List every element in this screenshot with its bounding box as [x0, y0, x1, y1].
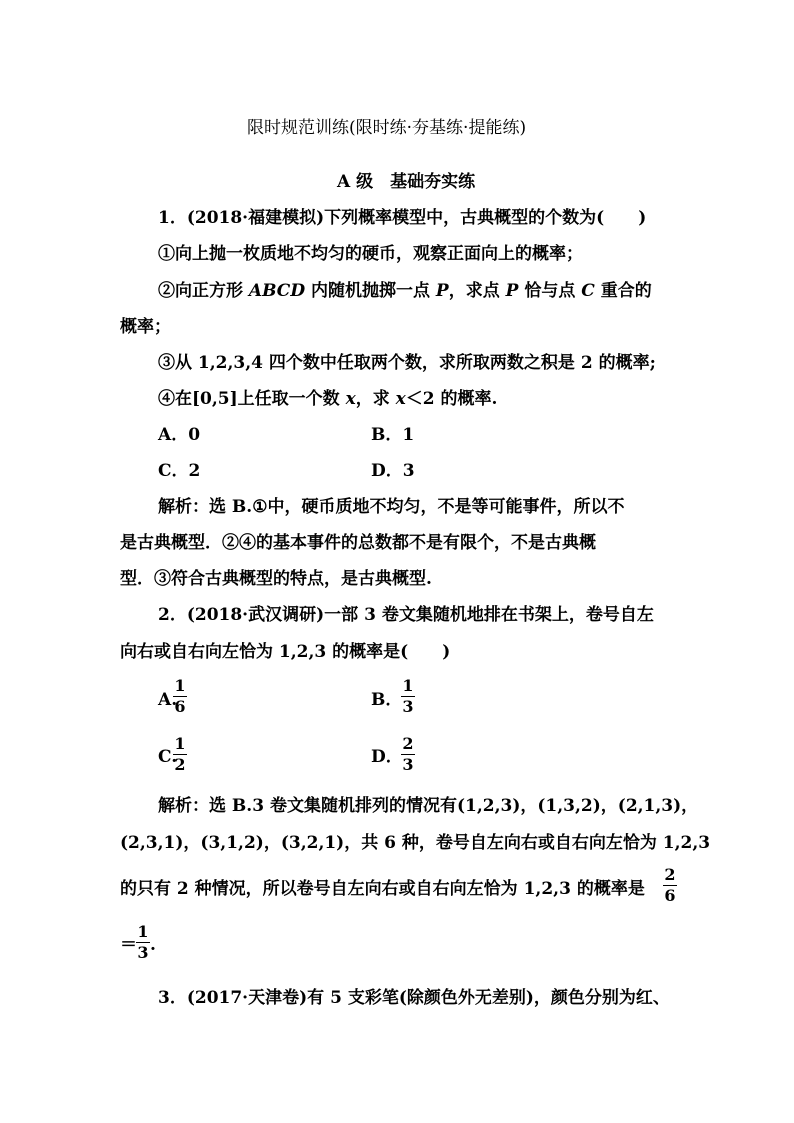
q2-stem-line2: 向右或自右向左恰为 1,2,3 的概率是( )	[120, 642, 451, 662]
q1-option-d: D．3	[371, 461, 415, 481]
text: 恰与点	[518, 281, 582, 301]
numerator: 1	[137, 922, 149, 941]
numerator: 1	[402, 676, 414, 695]
q2-option-d-label: D．	[371, 747, 403, 767]
q2-stem-line1: 2．(2018·武汉调研)一部 3 卷文集随机地排在书架上，卷号自左	[158, 605, 654, 625]
q2-solution-line3: 的只有 2 种情况，所以卷号自左向右或自右向左恰为 1,2,3 的概率是	[120, 879, 645, 899]
text: ＜2 的概率.	[405, 389, 498, 409]
q2-solution-line2: (2,3,1)，(3,1,2)，(3,2,1)，共 6 种，卷号自左向右或自右向左恰为 1,2,3	[120, 833, 711, 853]
q2-option-c-fraction	[173, 735, 187, 774]
q1-stem: 1．(2018·福建模拟)下列概率模型中，古典概型的个数为( )	[158, 208, 647, 228]
denominator: 6	[664, 886, 676, 905]
var: C	[581, 281, 595, 301]
q2-option-a-label: A.	[158, 690, 178, 710]
q1-item1: ①向上抛一枚质地不均匀的硬币，观察正面向上的概率；	[158, 244, 583, 264]
var: x	[345, 389, 356, 409]
text: 重合的	[594, 281, 652, 301]
q1-item2-cont: 概率；	[120, 317, 171, 337]
text: 内随机抛掷一点	[305, 281, 436, 301]
denominator: 3	[137, 943, 149, 962]
numerator: 1	[174, 676, 186, 695]
q1-option-a: A．0	[158, 425, 201, 445]
text: ，求点	[448, 281, 506, 301]
q1-solution-line1: 解析：选 B.①中，硬币质地不均匀，不是等可能事件，所以不	[158, 497, 625, 517]
q3-stem-line1: 3．(2017·天津卷)有 5 支彩笔(除颜色外无差别)，颜色分别为红、	[158, 988, 670, 1008]
text: ②向正方形	[158, 281, 249, 301]
q2-option-c-label: C.	[158, 747, 178, 767]
q2-solution-fraction-a	[663, 866, 677, 905]
denominator: 2	[174, 755, 186, 774]
denominator: 3	[402, 697, 414, 716]
q2-option-b-label: B．	[371, 690, 403, 710]
numerator: 1	[174, 734, 186, 753]
q2-option-b-fraction	[401, 677, 415, 716]
numerator: 2	[402, 734, 414, 753]
text: ④在[0,5]上任取一个数	[158, 389, 346, 409]
q2-option-a-fraction	[173, 677, 187, 716]
q2-solution-period: .	[150, 935, 156, 955]
text: ，求	[355, 389, 396, 409]
var: P	[505, 281, 519, 301]
q2-solution-line1: 解析：选 B.3 卷文集随机排列的情况有(1,2,3)，(1,3,2)，(2,1,3)，	[158, 796, 699, 816]
level-heading: A 级 基础夯实练	[337, 172, 476, 192]
q1-option-c: C．2	[158, 461, 201, 481]
q2-solution-fraction-b	[136, 923, 150, 962]
q1-solution-line3: 型．③符合古典概型的特点，是古典概型.	[120, 569, 432, 589]
numerator: 2	[664, 865, 676, 884]
var: x	[395, 389, 406, 409]
denominator: 6	[174, 697, 186, 716]
q1-solution-line2: 是古典概型．②④的基本事件的总数都不是有限个，不是古典概	[120, 533, 596, 553]
q1-item2	[158, 281, 652, 301]
page-title: 限时规范训练(限时练·夯基练·提能练)	[247, 118, 527, 138]
q2-option-d-fraction	[401, 735, 415, 774]
var: P	[435, 281, 449, 301]
q1-item4	[158, 389, 497, 409]
q1-item3: ③从 1,2,3,4 四个数中任取两个数，求所取两数之积是 2 的概率;	[158, 353, 656, 373]
var: ABCD	[248, 281, 306, 301]
q2-solution-equals: ＝	[120, 935, 137, 955]
denominator: 3	[402, 755, 414, 774]
q1-option-b: B．1	[371, 425, 415, 445]
